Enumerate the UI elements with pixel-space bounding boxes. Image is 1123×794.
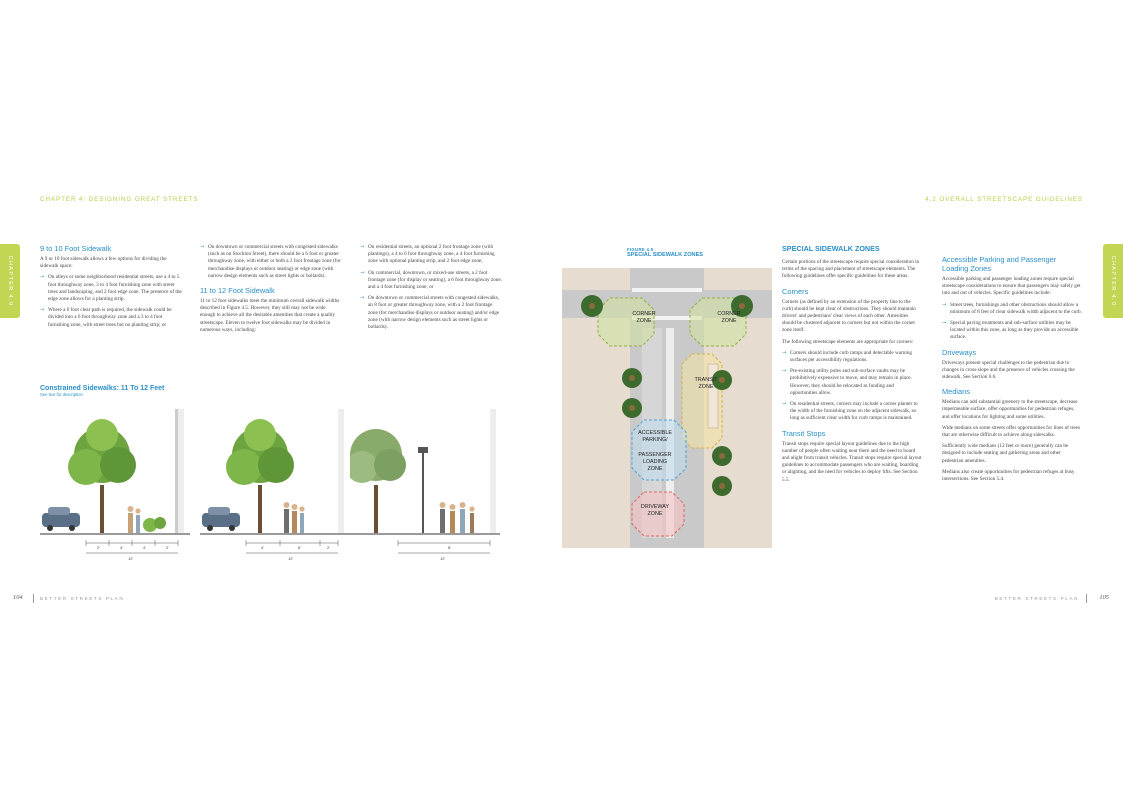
bullet: → Pre-existing utility poles and sub-surface vaults may be prohibitively expensive to move, and may remain in place. However, they should be relocated as funding and opportunities allow. bbox=[782, 368, 922, 397]
medians-heading: Medians bbox=[942, 387, 970, 397]
dim-label: 2' bbox=[97, 545, 100, 550]
special-zones-title: SPECIAL SIDEWALK ZONES bbox=[782, 244, 880, 253]
corner-zone-right-label: CORNER ZONE bbox=[717, 311, 741, 324]
bullet: → Where a 6 foot clear path is required, the sidewalk could be divided into a 6 foot throughway zone and a 3 to 4 foot furnishing zone, with street trees but no planting strip; or bbox=[40, 307, 182, 329]
medians-body-4: Medians also create opportunities for pedestrian refuges at busy intersections. See Section 5.4. bbox=[942, 468, 1075, 483]
driveways-body: Driveways present special challenges to the pedestrian due to changes in cross-slope and the presence of vehicles crossing the sidewalk. See Section 6.6. bbox=[942, 359, 1075, 381]
bullet: → On downtown or commercial streets with congested sidewalks (such as on Stockton Street), there should be a 6 foot or greater throughway zone, with either or both a 2 foot frontage zone (for merchandise displays or outdoor seating) or edge zone (with narrow design elements such as street lights or bollards). bbox=[200, 244, 342, 280]
bullet: → On commercial, downtown, or mixed-use streets, a 2 foot frontage zone (for display or seating), a 6 foot throughway zone, and a 4 foot furnishing zone; or bbox=[360, 270, 502, 292]
bullet: → On residential streets, corners may include a corner planter to the width of the furnishing zone on the adjacent sidewalk, so long as sufficient clear width for curb ramps is maintained. bbox=[782, 401, 922, 423]
left-column-3 bbox=[360, 244, 502, 335]
car-icon bbox=[202, 507, 240, 531]
intro-text: A 9 or 10 foot sidewalk allows a few options for dividing the sidewalk space: bbox=[40, 256, 167, 270]
tree-icon bbox=[226, 419, 294, 485]
chapter-header-left: CHAPTER 4: DESIGNING GREAT STREETS bbox=[40, 196, 199, 203]
bullet: → On residential streets, an optional 2 foot frontage zone (with plantings), a 4 to 6 foot throughway zone, a 4 foot furnishing zone with optional planting strip, and 2 foot edge zone; bbox=[360, 244, 502, 266]
tree-icon bbox=[350, 429, 406, 483]
chapter-tab-left: CHAPTER 4.0 bbox=[0, 244, 20, 318]
bullet: → On downtown or commercial streets with congested sidewalks, an 8 foot or greater throughway zone, with a 2 foot frontage zone (for merchandise displays or outdoor seating) and/or edge zone (with narrow design elements such as street lights or bollards). bbox=[360, 295, 502, 331]
figure-title-block bbox=[40, 385, 164, 397]
street-light-icon bbox=[418, 447, 428, 453]
dim-label: 8' bbox=[448, 545, 451, 550]
section-heading-9-10: 9 to 10 Foot Sidewalk bbox=[40, 244, 112, 253]
medians-body-3: Sufficiently wide medians (12 feet or more) generally can be designed to include seating and gathering areas and other pedestrian amenities. bbox=[942, 443, 1069, 464]
chapter-header-right: 4.2 OVERALL STREETSCAPE GUIDELINES bbox=[925, 196, 1083, 203]
sidewalk-section-1 bbox=[40, 405, 190, 565]
figure-title: Constrained Sidewalks: 11 To 12 Feet bbox=[40, 385, 165, 392]
transit-body: Transit stops require special layout guidelines due to the high number of people often waiting near there and the need to board and alight from transit vehicles. Transit stops require special layout guidelines to accommodate passengers who are waiting, boarding or alighting, and the need for vehicles to deploy lifts. See Section 5.5. bbox=[782, 440, 922, 483]
bullet: → Street trees, furnishings and other obstructions should allow a minimum of 8 feet of clear sidewalk width adjacent to the curb. bbox=[942, 302, 1082, 316]
dim-total: 12' bbox=[288, 556, 294, 561]
footer-plan-right: BETTER STREETS PLAN bbox=[994, 596, 1079, 601]
dim-total: 12' bbox=[128, 556, 134, 561]
corners-heading: Corners bbox=[782, 286, 809, 296]
chapter-tab-right: CHAPTER 4.0 bbox=[1103, 244, 1123, 318]
figure-label-block bbox=[627, 247, 703, 258]
right-column-1 bbox=[782, 244, 922, 488]
dim-label: 4' bbox=[120, 545, 123, 550]
dim-total: 12' bbox=[440, 556, 446, 561]
driveways-heading: Driveways bbox=[942, 347, 977, 357]
driveway-zone-label: DRIVEWAY ZONE bbox=[640, 504, 670, 517]
dim-label: 2' bbox=[166, 545, 169, 550]
bullet: → On alleys or some neighborhood residential streets, use a 4 to 5 foot throughway zone, 3 to 4 foot furnishing zone with street trees and landscaping, and 2 foot edge zone. The presence of the edge zone allows for a planting strip. bbox=[40, 274, 182, 303]
transit-heading: Transit Stops bbox=[782, 428, 826, 438]
medians-body-2: Wide medians on some streets offer opportunities for lines of trees that are otherwise difficult to achieve along sidewalks. bbox=[942, 424, 1080, 439]
pedestrian-icon bbox=[440, 502, 475, 533]
intro-text: Certain portions of the streetscape require special consideration in terms of the spacing and placement of streetscape elements. The following guidelines offer specific guidelines for these areas. bbox=[782, 259, 920, 280]
accessible-parking-body: Accessible parking and passenger loading zones require special streetscape considerations to ensure that passengers may safely get into and out of vehicles. Specific guidelines include: bbox=[942, 276, 1081, 297]
figure-tag: FIGURE 4.5 bbox=[627, 247, 654, 252]
accessible-parking-label: ACCESSIBLE PARKING/ bbox=[638, 430, 672, 443]
accessible-parking-heading: Accessible Parking and Passenger Loading Zones bbox=[942, 255, 1057, 273]
section-heading-11-12: 11 to 12 Foot Sidewalk bbox=[200, 286, 275, 296]
dim-label: 6' bbox=[298, 545, 301, 550]
tree-icon bbox=[68, 419, 136, 485]
medians-body-1: Medians can add substantial greenery to the streetscape, decrease impermeable surface, offer opportunities for pedestrian refuges, and offer locations for lighting and some utilities. bbox=[942, 399, 1078, 420]
sidewalk-section-2 bbox=[200, 405, 350, 565]
left-column-1 bbox=[40, 244, 182, 333]
body-text: 11 to 12 foot sidewalks meet the minimum overall sidewalk widths described in Figure 4.5. However, they still may not be wide enough to achieve all the desirable amenities that create a quality streetscape. Eleven to twelve foot sidewalks may be divided in numerous ways, including: bbox=[200, 298, 340, 333]
pedestrian-icon bbox=[284, 502, 305, 533]
transit-zone-label: TRANSIT ZONE bbox=[694, 377, 718, 390]
bullet: → Special paving treatments and sub-surface utilities may be located within this zone, as long as they provide an accessible surface. bbox=[942, 320, 1082, 342]
passenger-loading-label: PASSENGER LOADING ZONE bbox=[638, 452, 672, 472]
shrub-icon bbox=[143, 517, 166, 532]
dim-label: 2' bbox=[327, 545, 330, 550]
footer-divider bbox=[33, 594, 34, 603]
page-number-left: 104 bbox=[13, 594, 23, 601]
dim-label: 4' bbox=[143, 545, 146, 550]
footer-plan-left: BETTER STREETS PLAN bbox=[40, 596, 125, 601]
footer-divider bbox=[1086, 594, 1087, 603]
corners-lead: The following streetscape elements are appropriate for corners: bbox=[782, 338, 914, 345]
bullet: → Corners should include curb ramps and detectable warning surfaces per accessibility regulations. bbox=[782, 350, 922, 364]
pedestrian-icon bbox=[128, 506, 141, 533]
page-number-right: 105 bbox=[1099, 594, 1109, 601]
figure-subtitle: See text for description bbox=[40, 392, 83, 397]
car-icon bbox=[42, 507, 80, 531]
corner-zone-left-label: CORNER ZONE bbox=[632, 311, 656, 324]
sidewalk-section-3 bbox=[350, 405, 500, 565]
dim-label: 4' bbox=[261, 545, 264, 550]
right-column-2 bbox=[942, 255, 1082, 487]
figure-title-special-zones: SPECIAL SIDEWALK ZONES bbox=[627, 252, 704, 258]
corners-body: Corners (as defined by an extension of the property line to the curb) should be kept clear of obstructions. They should maintain drivers' and pedestrians' clear views of each other. Amenities should be clustered adjacent to corners but not within the corner zone itself. bbox=[782, 298, 916, 334]
left-column-2 bbox=[200, 244, 342, 338]
